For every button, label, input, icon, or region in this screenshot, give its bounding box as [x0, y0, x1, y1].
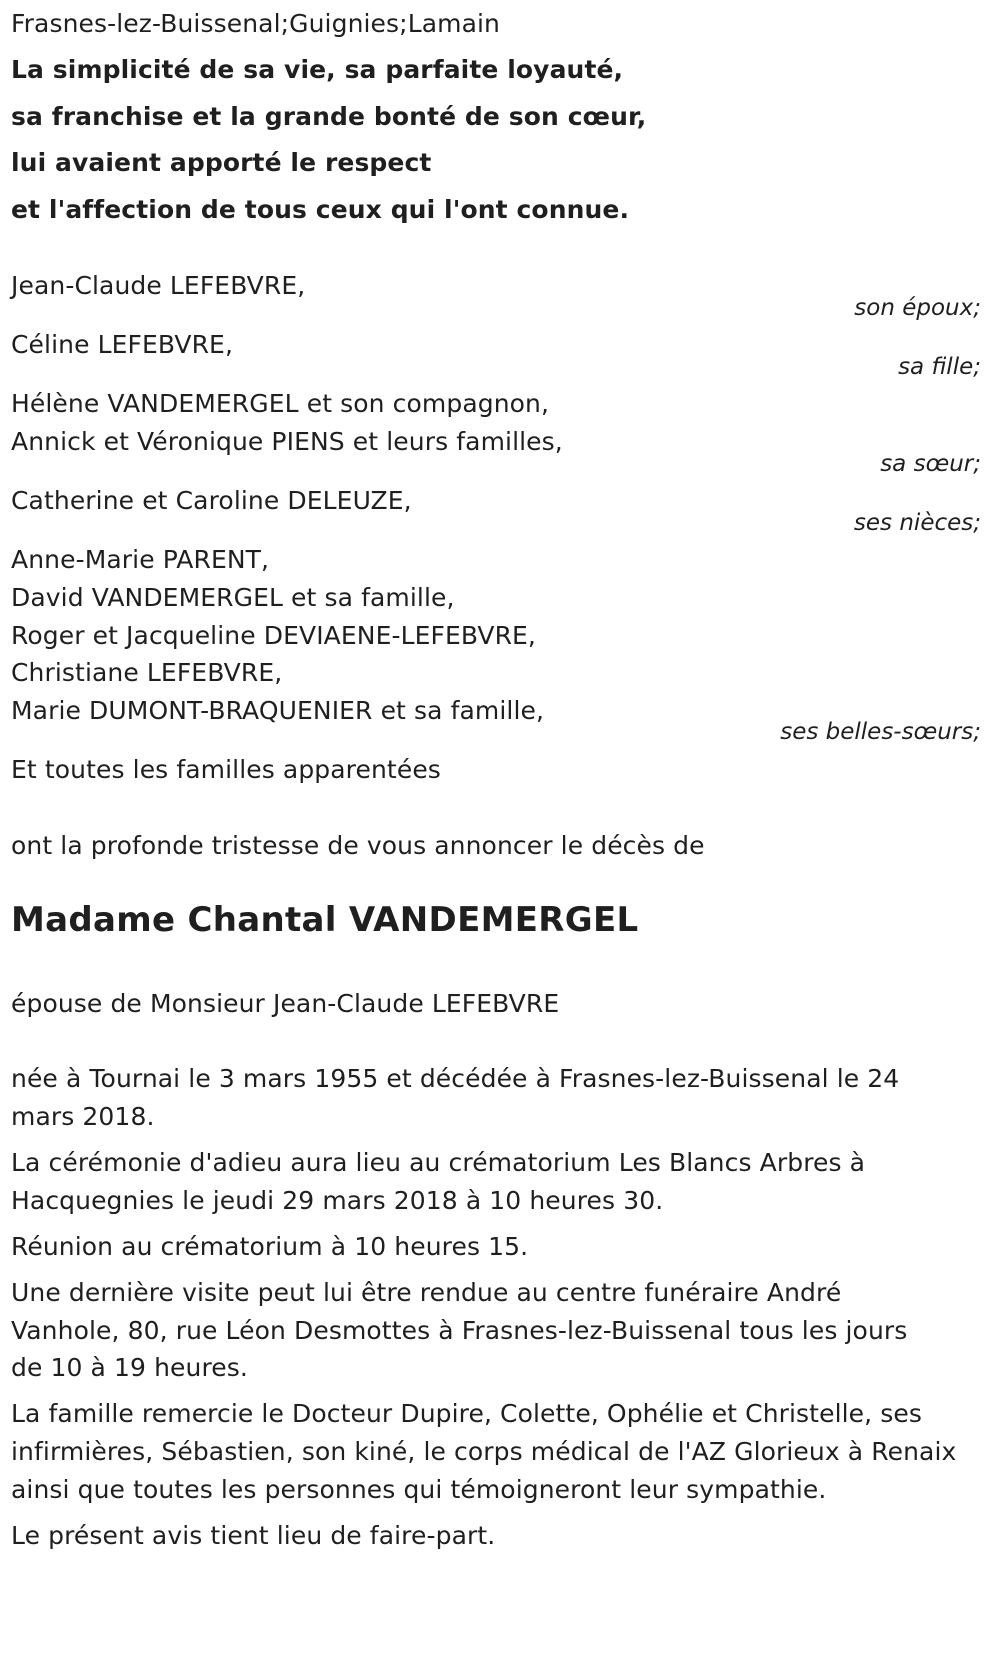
birth-death-line: née à Tournai le 3 mars 1955 et décédée à Frasnes-lez-Buissenal le 24	[11, 1064, 900, 1093]
family-relation: sa sœur;	[880, 451, 981, 477]
family-member-name: Anne-Marie PARENT,	[11, 545, 270, 574]
meeting-line: Réunion au crématorium à 10 heures 15.	[11, 1232, 529, 1261]
family-member-name: Céline LEFEBVRE,	[11, 330, 233, 359]
family-member-name: David VANDEMERGEL et sa famille,	[11, 583, 455, 612]
header-places: Frasnes-lez-Buissenal;Guignies;Lamain	[11, 9, 501, 38]
spouse-line: épouse de Monsieur Jean-Claude LEFEBVRE	[11, 989, 560, 1018]
announcement-text: ont la profonde tristesse de vous annoncer le décès de	[11, 831, 705, 860]
family-member-name: Catherine et Caroline DELEUZE,	[11, 486, 412, 515]
family-member-name: Roger et Jacqueline DEVIAENE-LEFEBVRE,	[11, 621, 536, 650]
notice-line: Le présent avis tient lieu de faire-part.	[11, 1521, 496, 1550]
ceremony-line: La cérémonie d'adieu aura lieu au crématorium Les Blancs Arbres à	[11, 1148, 866, 1177]
family-relation: son époux;	[854, 295, 981, 321]
visit-line: Vanhole, 80, rue Léon Desmottes à Frasnes-lez-Buissenal tous les jours	[11, 1316, 908, 1345]
thanks-line: ainsi que toutes les personnes qui témoigneront leur sympathie.	[11, 1475, 827, 1504]
family-member-name: Jean-Claude LEFEBVRE,	[11, 271, 306, 300]
visit-line: de 10 à 19 heures.	[11, 1353, 248, 1382]
quote-line: et l'affection de tous ceux qui l'ont connue.	[11, 195, 630, 224]
other-families: Et toutes les familles apparentées	[11, 755, 441, 784]
quote-line: La simplicité de sa vie, sa parfaite loyauté,	[11, 55, 624, 84]
visit-line: Une dernière visite peut lui être rendue au centre funéraire André	[11, 1278, 842, 1307]
thanks-line: La famille remercie le Docteur Dupire, Colette, Ophélie et Christelle, ses	[11, 1399, 922, 1428]
ceremony-line: Hacquegnies le jeudi 29 mars 2018 à 10 heures 30.	[11, 1186, 664, 1215]
family-relation: ses belles-sœurs;	[780, 719, 981, 745]
deceased-name: Madame Chantal VANDEMERGEL	[11, 900, 639, 940]
family-member-name: Marie DUMONT-BRAQUENIER et sa famille,	[11, 696, 545, 725]
quote-line: sa franchise et la grande bonté de son cœur,	[11, 102, 647, 131]
thanks-line: infirmières, Sébastien, son kiné, le corps médical de l'AZ Glorieux à Renaix	[11, 1437, 957, 1466]
family-member-name: Christiane LEFEBVRE,	[11, 658, 283, 687]
quote-line: lui avaient apporté le respect	[11, 148, 432, 177]
family-member-name: Annick et Véronique PIENS et leurs familles,	[11, 427, 563, 456]
family-member-name: Hélène VANDEMERGEL et son compagnon,	[11, 389, 550, 418]
family-relation: ses nièces;	[853, 510, 981, 536]
family-relation: sa fille;	[898, 354, 981, 380]
birth-death-line: mars 2018.	[11, 1102, 155, 1131]
